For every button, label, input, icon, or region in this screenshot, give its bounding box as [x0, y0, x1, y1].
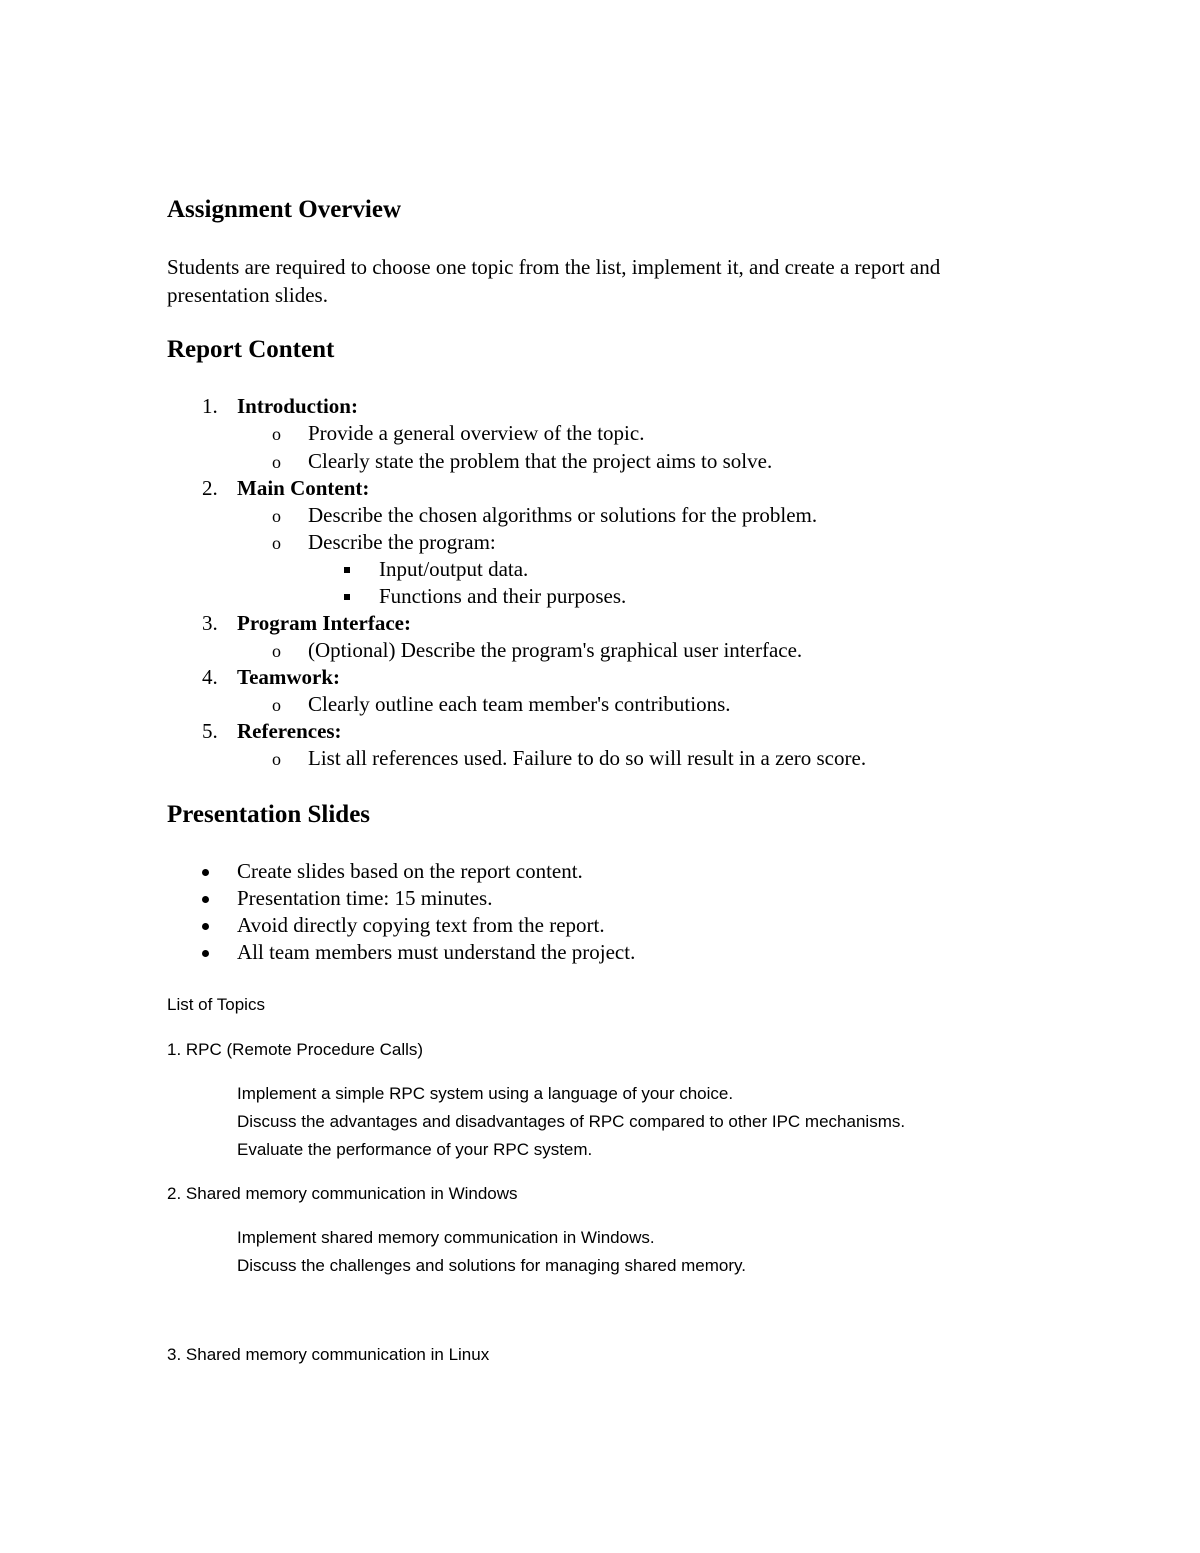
report-sub-item: Provide a general overview of the topic. [308, 421, 645, 445]
bullet-dot-icon [202, 896, 209, 903]
bullet-dot-icon [202, 950, 209, 957]
slides-heading: Presentation Slides [167, 801, 371, 828]
sub-bullet-marker: o [272, 641, 281, 661]
sub-bullet-marker: o [272, 749, 281, 769]
topics-heading: List of Topics [167, 995, 265, 1014]
report-sub-item: Clearly outline each team member's contributions. [308, 692, 731, 716]
report-item-title: Introduction: [237, 394, 358, 418]
sub-bullet-marker: o [272, 452, 281, 472]
topic-title: 1. RPC (Remote Procedure Calls) [167, 1040, 424, 1059]
report-item-title: References: [237, 719, 342, 743]
report-subsub-item: Functions and their purposes. [379, 584, 627, 608]
topic-line: Discuss the challenges and solutions for managing shared memory. [237, 1256, 747, 1275]
report-sub-item: Describe the chosen algorithms or solutions for the problem. [308, 503, 818, 527]
slides-bullet: All team members must understand the project. [237, 940, 636, 964]
sub-bullet-marker: o [272, 533, 281, 553]
topic-title: 2. Shared memory communication in Windows [167, 1184, 518, 1203]
slides-bullet: Create slides based on the report content. [237, 859, 583, 883]
report-item-number: 5. [202, 719, 218, 743]
report-heading: Report Content [167, 336, 335, 363]
report-sub-item: List all references used. Failure to do so will result in a zero score. [308, 746, 867, 770]
topic-line: Discuss the advantages and disadvantages of RPC compared to other IPC mechanisms. [237, 1112, 906, 1131]
report-sub-item: Describe the program: [308, 530, 496, 554]
sub-bullet-marker: o [272, 506, 281, 526]
bullet-dot-icon [202, 869, 209, 876]
overview-line-2: presentation slides. [167, 283, 328, 307]
topic-line: Implement shared memory communication in Windows. [237, 1228, 655, 1247]
report-sub-item: Clearly state the problem that the project aims to solve. [308, 449, 773, 473]
report-item-number: 2. [202, 476, 218, 500]
sub-bullet-marker: o [272, 424, 281, 444]
slides-bullet: Presentation time: 15 minutes. [237, 886, 493, 910]
topic-title: 3. Shared memory communication in Linux [167, 1345, 490, 1364]
report-sub-item: (Optional) Describe the program's graphical user interface. [308, 638, 803, 662]
slides-bullet: Avoid directly copying text from the report. [237, 913, 605, 937]
topic-line: Evaluate the performance of your RPC system. [237, 1140, 593, 1159]
report-item-number: 1. [202, 394, 218, 418]
sub-bullet-marker: o [272, 695, 281, 715]
overview-line-1: Students are required to choose one topic from the list, implement it, and create a report and [167, 255, 941, 279]
report-item-title: Main Content: [237, 476, 370, 500]
report-item-title: Program Interface: [237, 611, 411, 635]
report-subsub-item: Input/output data. [379, 557, 529, 581]
square-bullet-icon [344, 567, 350, 573]
bullet-dot-icon [202, 923, 209, 930]
report-item-title: Teamwork: [237, 665, 341, 689]
overview-heading: Assignment Overview [167, 196, 401, 223]
topic-line: Implement a simple RPC system using a language of your choice. [237, 1084, 734, 1103]
report-item-number: 4. [202, 665, 218, 689]
square-bullet-icon [344, 594, 350, 600]
report-item-number: 3. [202, 611, 218, 635]
